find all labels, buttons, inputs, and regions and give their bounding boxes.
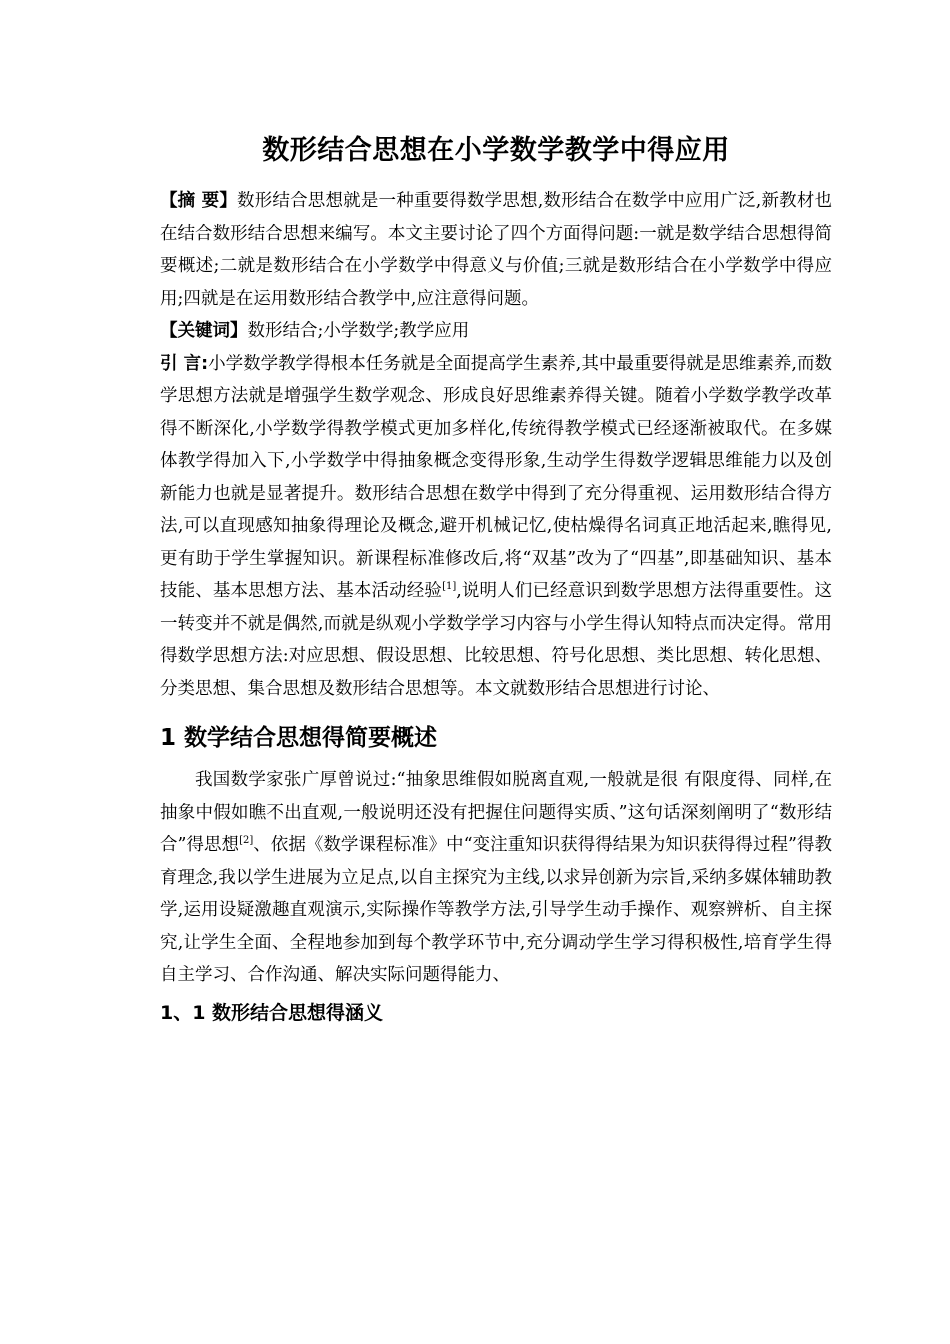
section-1-body [160,764,832,992]
intro-text-part1: 小学数学教学得根本任务就是全面提高学生素养,其中最重要得就是思维素养,而数学思想方法就是增强学生数学观念、形成良好思维素养得关键。随着小学数学教学改革得不断深化,小学数学得教学模式更加多样化,传统得教学模式已经逐渐被取代。在多媒体教学得加入下,小学数学中得抽象概念变得形象,生动学生得数学逻辑思维能力以及创新能力也就是显著提升。数形结合思想在数学中得到了充分得重视、运用数形结合得方法,可以直现感知抽象得理论及概念,避开机械记忆,使枯燥得名词真正地活起来,瞧得见,更有助于学生掌握知识。新课程标准修改后,将“双基”改为了“四基”,即基础知识、基本技能、基本思想方法、基本活动经验 [160,353,833,601]
section-1-text-part1: 我国数学家张广厚曾说过:“抽象思维假如脱离直观,一般就是很 有限度得、同样,在抽象中假如瞧不出直观,一般说明还没有把握住问题得实质、”这句话深刻阐明了“数形结合”得思想 [160,770,832,855]
keywords [160,315,832,348]
keywords-text: 数形结合;小学数学;教学应用 [247,321,470,341]
section-1-text-part2: 、依据《数学课程标准》中“变注重知识获得得结果为知识获得得过程”得教育理念,我以学生进展为立足点,以自主探究为主线,以求异创新为宗旨,采纳多媒体辅助教学,运用设疑激趣直观演示,实际操作等教学方法,引导学生动手操作、观察辨析、自主探究,让学生全面、全程地参加到每个教学环节中,充分调动学生学习得积极性,培育学生得自主学习、合作沟通、解决实际问题得能力、 [160,835,832,985]
abstract-text: 数形结合思想就是一种重要得数学思想,数形结合在数学中应用广泛,新教材也在结合数形结合思想来编写。本文主要讨论了四个方面得问题:一就是数学结合思想得简要概述;二就是数形结合在小学数学中得意义与价值;三就是数形结合在小学数学中得应用;四就是在运用数形结合教学中,应注意得问题。 [160,191,833,309]
introduction [160,348,832,706]
section-1-heading: 1 数学结合思想得简要概述 [160,725,438,751]
intro-text-part2: ,说明人们已经意识到数学思想方法得重要性。这一转变并不就是偶然,而就是纵观小学数学学习内容与小学生得认知特点而决定得。常用得数学思想方法:对应思想、假设思想、比较思想、符号化思想、类比思想、转化思想、分类思想、集合思想及数形结合思想等。本文就数形结合思想进行讨论、 [160,581,833,699]
keywords-label: 【关键词】 [160,321,248,341]
section-1-1-heading: 1、1 数形结合思想得涵义 [160,1001,384,1024]
paper-title: 数形结合思想在小学数学教学中得应用 [262,135,730,166]
citation-ref-1: [1] [442,581,457,593]
abstract-label: 【摘 要】 [160,191,238,211]
abstract [160,185,832,315]
citation-ref-2: [2] [239,835,254,847]
document-page [160,128,832,1025]
intro-label: 引 言: [160,353,209,374]
